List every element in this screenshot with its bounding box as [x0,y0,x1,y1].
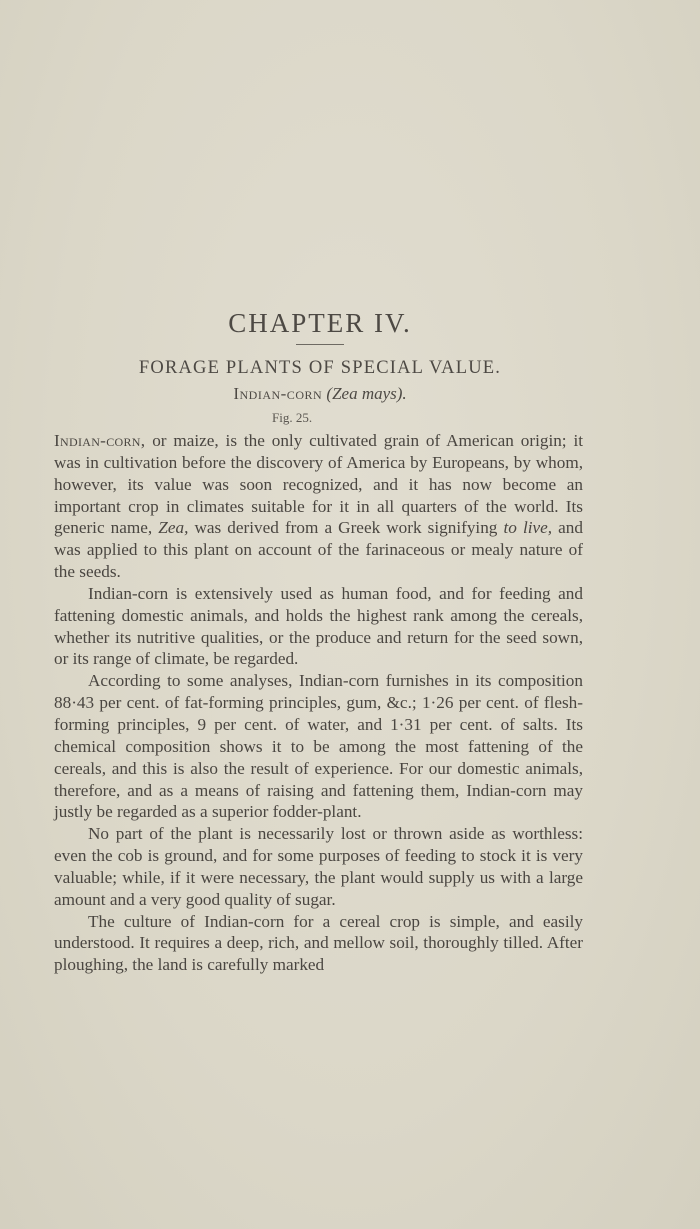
paragraph-1-text-b: was derived from a Greek work signifying [188,518,504,538]
chapter-title: CHAPTER IV. [228,308,412,338]
paragraph-1-text-a: or maize, is the only cultivated grain of American origin; it was in cultivation before the discovery of America by Europeans, by whom, however, its value was soon recognized, and it has now become an important crop in climates suitable for it in all quarters of the world. Its generic name, [54,431,583,538]
paragraph-1-italic-a: Zea, [158,518,189,538]
section-title: FORAGE PLANTS OF SPECIAL VALUE. [138,358,502,378]
plant-subtitle [0,384,640,404]
figure-label: Fig. 25. [272,410,313,425]
paragraph-lead: Indian-corn, [54,431,146,450]
paragraph-1-italic-b: to live, [503,518,553,538]
paragraph-1-text-c: and was applied to this plant on account of the farinaceous or mealy nature of the seeds. [54,518,583,582]
paragraph-4: No part of the plant is necessarily lost or thrown aside as worthless: even the cob is ground, and for some purposes of feeding to stock it is very valuable; while, if it were necessary, the plant would supply us with a large amount and a very good quality of sugar. [54,824,583,909]
paragraph-3: According to some analyses, Indian-corn furnishes in its composition 88·43 per cent. of fat-forming principles, gum, &c.; 1·26 per cent. of flesh-forming principles, 9 per cent. of water, and 1·31 per cent. of salts. Its chemical composition shows it to be among the most fattening of the cereals, and this is also the result of experience. For our domestic animals, therefore, and as a means of raising and fattening them, Indian-corn may justly be regarded as a superior fodder-plant. [54,671,583,822]
body-text [54,430,583,976]
paragraph-1 [54,430,583,583]
paragraph-5: The culture of Indian-corn for a cereal crop is simple, and easily understood. It requires a deep, rich, and mellow soil, thoroughly tilled. After ploughing, the land is carefully marked [54,911,583,975]
paragraph-2: Indian-corn is extensively used as human food, and for feeding and fattening domestic animals, and holds the highest rank among the cereals, whether its nutritive qualities, or the produce and return for the seed sown, or its range of climate, be regarded. [54,583,583,669]
plant-common-name: Indian-corn [233,384,323,403]
title-rule [296,344,344,345]
plant-latin-name: (Zea mays). [326,384,407,403]
